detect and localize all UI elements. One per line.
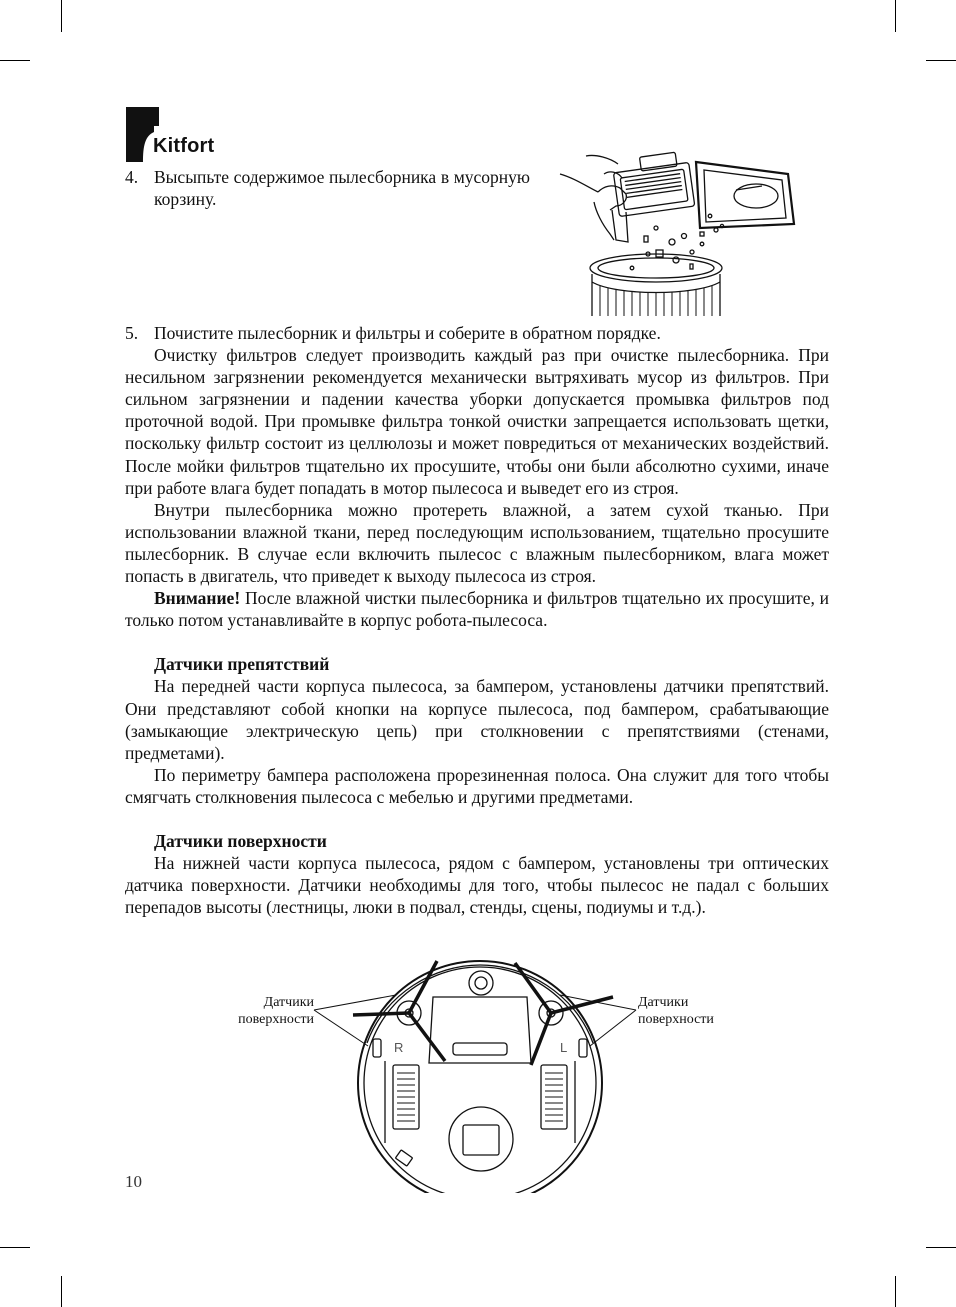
- dustbin-emptying-illustration: [556, 150, 840, 316]
- warning-text: После влажной чистки пылесборника и фильтров тщательно их просушите, и только потом устанавливайте в корпус робота-пылесоса.: [125, 588, 829, 631]
- surface-sensor-label-right: [638, 994, 742, 1028]
- heading-surface-sensors: Датчики поверхности: [154, 830, 327, 851]
- paragraph-dustbin-wiping: Внутри пылесборника можно протереть влажной, а затем сухой тканью. При использовании влажной ткани, перед последующим использованием, тщательно просушите пылесборник. В случае если включить пылесос с влажным пылесборником, влага может попасть в двигатель, что приведет к выходу пылесоса из строя.: [125, 499, 829, 587]
- crop-mark: [0, 60, 30, 61]
- robot-underside-illustration: [345, 943, 615, 1193]
- step-4: [125, 166, 530, 210]
- crop-mark: [0, 1247, 30, 1248]
- page-number: 10: [125, 1172, 142, 1191]
- paragraph-warning: [125, 587, 829, 631]
- crop-mark: [61, 0, 62, 32]
- callout-line: поверхности: [238, 1012, 314, 1027]
- step-text: Высыпьте содержимое пылесборника в мусорную корзину.: [154, 167, 530, 209]
- crop-mark: [926, 60, 956, 61]
- paragraph-filter-cleaning: Очистку фильтров следует производить каждый раз при очистке пылесборника. При несильном загрязнении рекомендуется механически вытряхивать мусор из фильтров. При сильном загрязнении и падении качества уборки допускается промывка фильтров под проточной водой. При промывке фильтра тонкой очистки запрещается использовать щетки, поскольку фильтр состоит из целлюлозы и может повредиться от механических воздействий. После мойки фильтров тщательно их просушите, чтобы они были абсолютно сухими, иначе при работе влага будет попадать в мотор пылесоса и выведет его из строя.: [125, 345, 829, 498]
- paragraph-bumper-strip: По периметру бампера расположена прорезиненная полоса. Она служит для того чтобы смягчать столкновения пылесоса с мебелью и другими предметами.: [125, 764, 829, 807]
- heading-obstacle-sensors: Датчики препятствий: [154, 654, 330, 675]
- brand-name: Kitfort: [153, 135, 215, 157]
- paragraph-obstacle-sensors: На передней части корпуса пылесоса, за бампером, установлены датчики препятствий. Они представляют собой кнопки на корпусе пылесоса, под бампером, срабатывающие (замыкающие электрическую цепь) при столкновении с препятствиями (стенами, предметами).: [125, 676, 829, 763]
- paragraph-surface-sensors: На нижней части корпуса пылесоса, рядом с бампером, установлены три оптических датчика поверхности. Датчики необходимы для того, чтобы пылесос не падал с больших перепадов высоты (лестницы, люки в подвал, стенды, сцены, подиумы и т.д.).: [125, 853, 829, 918]
- crop-mark: [895, 1276, 896, 1307]
- callout-line: поверхности: [638, 1012, 714, 1027]
- warning-label: Внимание!: [154, 588, 241, 609]
- step-5: [125, 322, 829, 344]
- step-text: Почистите пылесборник и фильтры и соберите в обратном порядке.: [154, 323, 661, 343]
- step-number: 4.: [125, 167, 139, 187]
- callout-line: Датчики: [263, 995, 314, 1010]
- crop-mark: [895, 0, 896, 32]
- wheel-mark-left: L: [560, 1040, 568, 1055]
- callout-line: Датчики: [638, 995, 689, 1010]
- crop-mark: [926, 1247, 956, 1248]
- step-number: 5.: [125, 323, 139, 343]
- wheel-mark-right: R: [394, 1040, 404, 1055]
- instructions-body: [125, 322, 829, 918]
- surface-sensor-label-left: [210, 994, 314, 1028]
- crop-mark: [61, 1276, 62, 1307]
